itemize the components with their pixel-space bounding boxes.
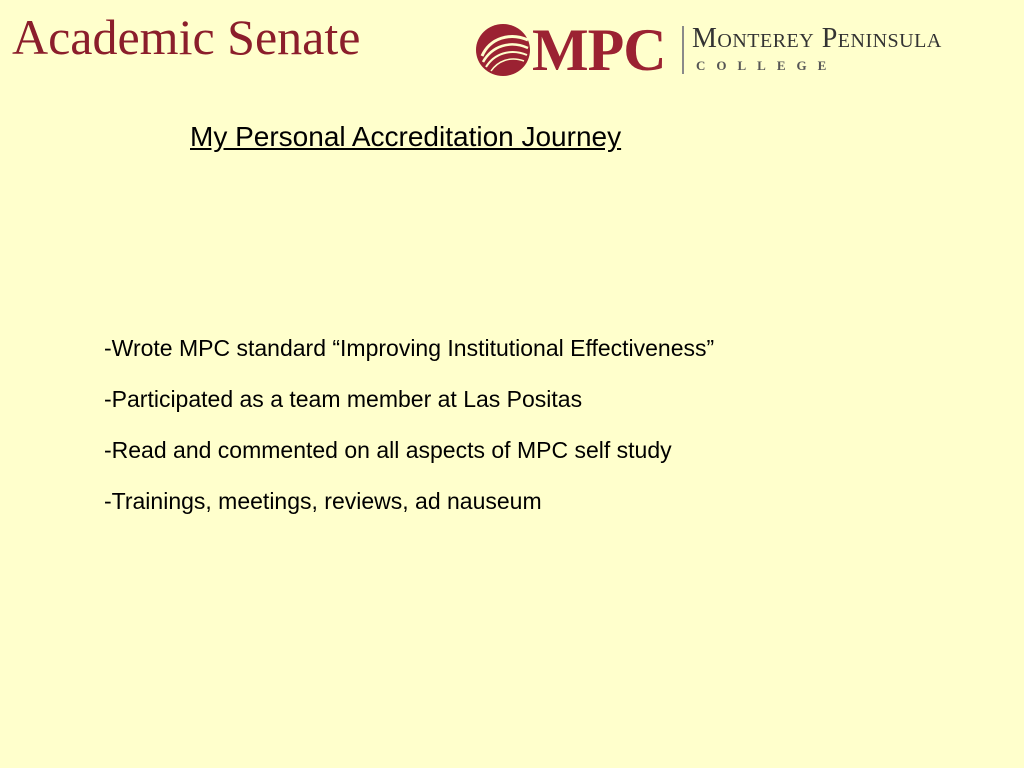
college-logo [474, 17, 1020, 83]
bullet-item: -Participated as a team member at Las Positas [104, 386, 583, 412]
header-title: Academic Senate [12, 9, 361, 65]
logo-college-subtitle: COLLEGE [696, 58, 838, 73]
bullet-item: -Read and commented on all aspects of MPC self study [104, 437, 672, 463]
logo-abbreviation: MPC [532, 17, 666, 83]
bullet-item: -Trainings, meetings, reviews, ad nauseum [104, 488, 542, 514]
college-seal-icon [474, 22, 532, 78]
bullet-list [104, 333, 714, 537]
bullet-item: -Wrote MPC standard “Improving Institutional Effectiveness” [104, 335, 715, 361]
logo-divider [682, 26, 684, 74]
logo-college-name: Monterey Peninsula [692, 23, 942, 54]
slide-title: My Personal Accreditation Journey [190, 121, 622, 152]
